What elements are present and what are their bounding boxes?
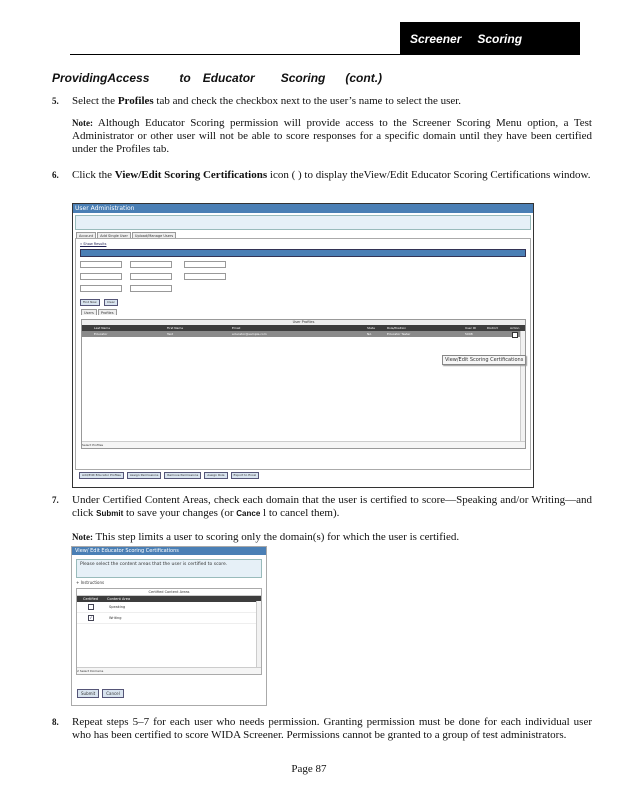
- col-header[interactable]: Certified: [83, 597, 98, 601]
- section-title-word: Scoring: [280, 71, 326, 85]
- view-edit-certifications-icon[interactable]: [512, 332, 518, 338]
- table-footer: 2 Select Domains: [77, 667, 261, 674]
- section-title-word: (cont.): [345, 71, 383, 85]
- view-edit-ref: View/Edit Scoring Certifications: [114, 169, 268, 181]
- assign-role-button[interactable]: Assign Role: [204, 472, 227, 479]
- message-box: Please select the content areas that the user is certified to score.: [76, 559, 262, 578]
- table-row: [77, 613, 261, 624]
- writing-checkbox[interactable]: ✓: [89, 615, 93, 620]
- cell: Test: [167, 332, 173, 336]
- row-label: Speaking: [109, 605, 126, 609]
- step-number: 8.: [52, 717, 59, 727]
- grid-footer: Select Profiles: [82, 441, 525, 448]
- results-grid: [81, 319, 526, 449]
- cancel-button[interactable]: Cancel: [102, 689, 124, 698]
- note-label: Note:: [72, 118, 93, 128]
- step-text: l to cancel them).: [260, 507, 340, 519]
- step-text: Under Certified Content Areas, check each domain that the user is certified to score—Speaking and/or Writing—and click: [72, 494, 592, 519]
- step-number: 7.: [52, 495, 59, 505]
- col-header[interactable]: Action: [510, 326, 520, 330]
- cell: Educator: [94, 332, 108, 336]
- show-results-link[interactable]: « Show Results: [80, 242, 107, 246]
- cell: NA: [367, 332, 372, 336]
- instructions-toggle[interactable]: + Instructions: [76, 580, 105, 585]
- note-label: Note:: [72, 532, 93, 542]
- filter-field[interactable]: [130, 285, 172, 292]
- export-excel-button[interactable]: Export to Excel: [231, 472, 260, 479]
- step-body: [72, 95, 592, 108]
- speaking-checkbox[interactable]: [88, 604, 94, 610]
- step-text: to save your changes (or: [123, 507, 237, 519]
- col-header[interactable]: Role/Position: [387, 326, 407, 330]
- section-title: [52, 71, 382, 85]
- vertical-scrollbar[interactable]: [520, 331, 525, 441]
- remove-permissions-button[interactable]: Remove Permissions: [164, 472, 201, 479]
- step-text: tab and check the checkbox next to the user’s name to select the user.: [153, 95, 462, 107]
- table-caption: Certified Content Areas: [77, 589, 261, 596]
- content-areas-table: [76, 588, 262, 675]
- col-header[interactable]: First Name: [167, 326, 184, 330]
- find-now-button[interactable]: Find Now: [80, 299, 100, 306]
- header-part1: Screener: [410, 31, 462, 46]
- dialog-buttons: [77, 689, 127, 698]
- assign-permissions-button[interactable]: Assign Permissions: [127, 472, 162, 479]
- step-body: [72, 494, 592, 520]
- col-header[interactable]: User ID: [465, 326, 476, 330]
- filter-field[interactable]: [80, 285, 122, 292]
- cancel-ref: Cance: [236, 509, 261, 518]
- col-header[interactable]: Content Area: [107, 597, 131, 601]
- step-text: Select the: [72, 95, 118, 107]
- clear-button[interactable]: Clear: [104, 299, 118, 306]
- col-header[interactable]: District: [487, 326, 498, 330]
- step-number: 5.: [52, 96, 59, 106]
- window-title: User Administration: [73, 204, 533, 213]
- user-administration-screenshot: [72, 203, 534, 488]
- step-text: icon ( ) to display theView/Edit Educator Scoring Certifications window.: [267, 169, 591, 181]
- filter-field[interactable]: [130, 261, 172, 268]
- scoring-certifications-screenshot: [71, 546, 267, 706]
- filter-field[interactable]: [80, 261, 122, 268]
- note-body: [72, 117, 592, 156]
- vertical-scrollbar[interactable]: [256, 601, 261, 667]
- note-text: This step limits a user to scoring only the domain(s) for which the user is certified.: [93, 531, 460, 543]
- submit-button[interactable]: Submit: [77, 689, 99, 698]
- filter-field[interactable]: [184, 273, 226, 280]
- section-title-word: ProvidingAccess: [52, 71, 150, 85]
- info-banner: [75, 215, 531, 230]
- col-header[interactable]: Last Name: [94, 326, 111, 330]
- col-header[interactable]: State: [367, 326, 375, 330]
- header-rule: [70, 54, 400, 55]
- submit-ref: Submit: [96, 509, 124, 518]
- row-label: Writing: [109, 616, 122, 620]
- note-text: Although Educator Scoring permission will provide access to the Screener Scoring Menu option, a Test Administrator or other user will not be able to score responses for a specific domain until they have been certified under the Profiles tab.: [72, 117, 592, 155]
- page-header-bar: [400, 22, 580, 55]
- tooltip: View/Edit Scoring Certifications: [442, 355, 526, 365]
- tab-add-single-user[interactable]: Add Single User: [97, 232, 131, 238]
- tab-users[interactable]: Users: [81, 309, 97, 315]
- tab-profiles[interactable]: Profiles: [98, 309, 117, 315]
- cell: Educator Tester: [387, 332, 411, 336]
- cell: educator@sample.com: [232, 332, 267, 336]
- table-row[interactable]: [82, 331, 525, 337]
- step-number: 6.: [52, 170, 59, 180]
- window-title: View/ Edit Educator Scoring Certifications: [72, 547, 266, 555]
- step-body: [72, 169, 592, 182]
- step-body: Repeat steps 5–7 for each user who needs permission. Granting permission must be done for each individual user who has been certified to score WIDA Screener. Permissions cannot be granted to a group of test administrators.: [72, 716, 592, 741]
- filter-field[interactable]: [184, 261, 226, 268]
- filter-field[interactable]: [130, 273, 172, 280]
- search-panel: [75, 238, 531, 470]
- tab-upload-manage[interactable]: Upload/Manage Users: [132, 232, 176, 238]
- section-title-word: Educator: [202, 71, 255, 85]
- profiles-tab-ref: Profiles: [117, 95, 154, 107]
- note-body: [72, 531, 592, 544]
- step-text: Click the: [72, 169, 115, 181]
- col-header[interactable]: Email: [232, 326, 241, 330]
- add-edit-profiles-button[interactable]: Add/Edit Educator Profiles: [79, 472, 124, 479]
- lower-tab-strip: [81, 309, 118, 315]
- section-title-word: to: [179, 71, 191, 85]
- page-number: Page 87: [291, 763, 327, 775]
- cell: 5098: [465, 332, 473, 336]
- table-row: [77, 602, 261, 613]
- results-caption: User Profiles: [82, 320, 525, 325]
- action-buttons: [79, 472, 262, 479]
- filter-field[interactable]: [80, 273, 122, 280]
- filter-bar: [80, 249, 526, 257]
- tab-account[interactable]: Account: [76, 232, 96, 238]
- header-part2: Scoring: [477, 31, 523, 46]
